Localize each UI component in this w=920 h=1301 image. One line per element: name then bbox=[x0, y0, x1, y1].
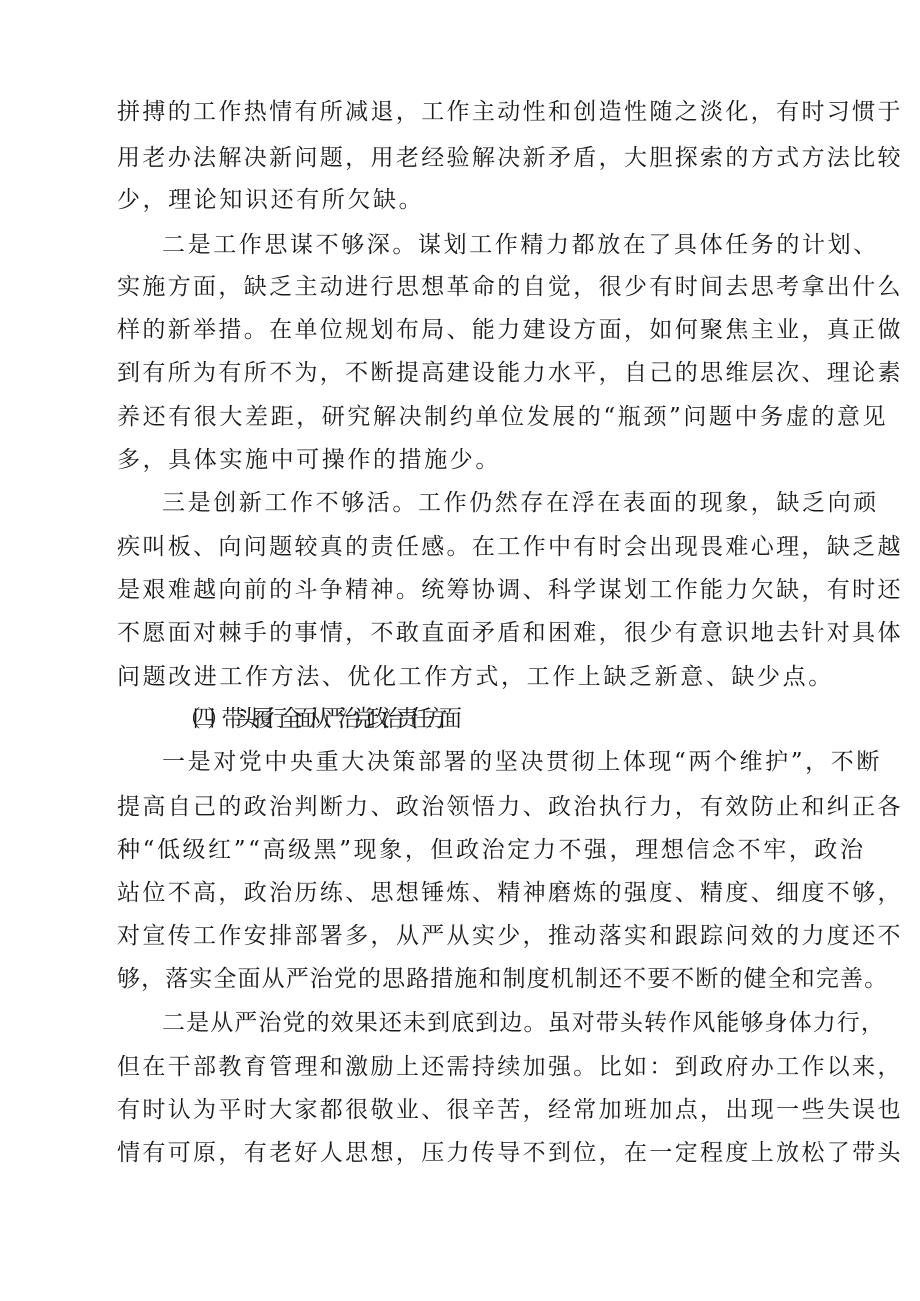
text-line: 少，理论知识还有所欠缺。 bbox=[117, 187, 425, 213]
text-line: 拼搏的工作热情有所减退，工作主动性和创造性随之淡化，有时习惯于 bbox=[117, 99, 903, 125]
text-line: 问题改进工作方法、优化工作方式，工作上缺乏新意、缺少点。 bbox=[117, 664, 834, 690]
paragraph-first-line: 三是创新工作不够活。工作仍然存在浮在表面的现象，缺乏向顽 bbox=[162, 490, 879, 516]
text-line: 有时认为平时大家都很敬业、很辛苦，经常加班加点，出现一些失误也 bbox=[117, 1097, 903, 1123]
text-line: 是艰难越向前的斗争精神。统筹协调、科学谋划工作能力欠缺，有时还 bbox=[117, 577, 903, 603]
text-line: 养还有很大差距，研究解决制约单位发展的“瓶颈”问题中务虚的意见 bbox=[117, 404, 889, 430]
text-line: 情有可原，有老好人思想，压力传导不到位，在一定程度上放松了带头 bbox=[117, 1140, 903, 1166]
text-line: 多，具体实施中可操作的措施少。 bbox=[117, 447, 501, 473]
paragraph-first-line: 一是对党中央重大决策部署的坚决贯彻上体现“两个维护”，不断 bbox=[162, 749, 882, 775]
section-heading: （四）带头履行全面从严治党政治责任方面 bbox=[178, 706, 454, 732]
text-line: 站位不高，政治历练、思想锤炼、精神磨炼的强度、精度、细度不够， bbox=[117, 880, 903, 906]
text-line: 种“低级红”“高级黑”现象，但政治定力不强，理想信念不牢，政治 bbox=[117, 837, 866, 863]
text-line: 实施方面，缺乏主动进行思想革命的自觉，很少有时间去思考拿出什么 bbox=[117, 274, 903, 300]
text-line: 但在干部教育管理和激励上还需持续加强。比如：到政府办工作以来， bbox=[117, 1054, 903, 1080]
text-line: 疾叫板、向问题较真的责任感。在工作中有时会出现畏难心理，缺乏越 bbox=[117, 534, 903, 560]
text-line: 对宣传工作安排部署多，从严从实少，推动落实和跟踪问效的力度还不 bbox=[117, 923, 903, 949]
text-line: 不愿面对棘手的事情，不敢直面矛盾和困难，很少有意识地去针对具体 bbox=[117, 620, 903, 646]
paragraph-first-line: 二是工作思谋不够深。谋划工作精力都放在了具体任务的计划、 bbox=[162, 232, 879, 258]
text-line: 到有所为有所不为，不断提高建设能力水平，自己的思维层次、理论素 bbox=[117, 360, 903, 386]
text-line: 样的新举措。在单位规划布局、能力建设方面，如何聚焦主业，真正做 bbox=[117, 317, 903, 343]
text-line: 提高自己的政治判断力、政治领悟力、政治执行力，有效防止和纠正各 bbox=[117, 794, 903, 820]
paragraph-first-line: 二是从严治党的效果还未到底到边。虽对带头转作风能够身体力行， bbox=[162, 1010, 885, 1036]
text-line: 用老办法解决新问题，用老经验解决新矛盾，大胆探索的方式方法比较 bbox=[117, 145, 903, 171]
text-line: 够，落实全面从严治党的思路措施和制度机制还不要不断的健全和完善。 bbox=[117, 966, 889, 992]
